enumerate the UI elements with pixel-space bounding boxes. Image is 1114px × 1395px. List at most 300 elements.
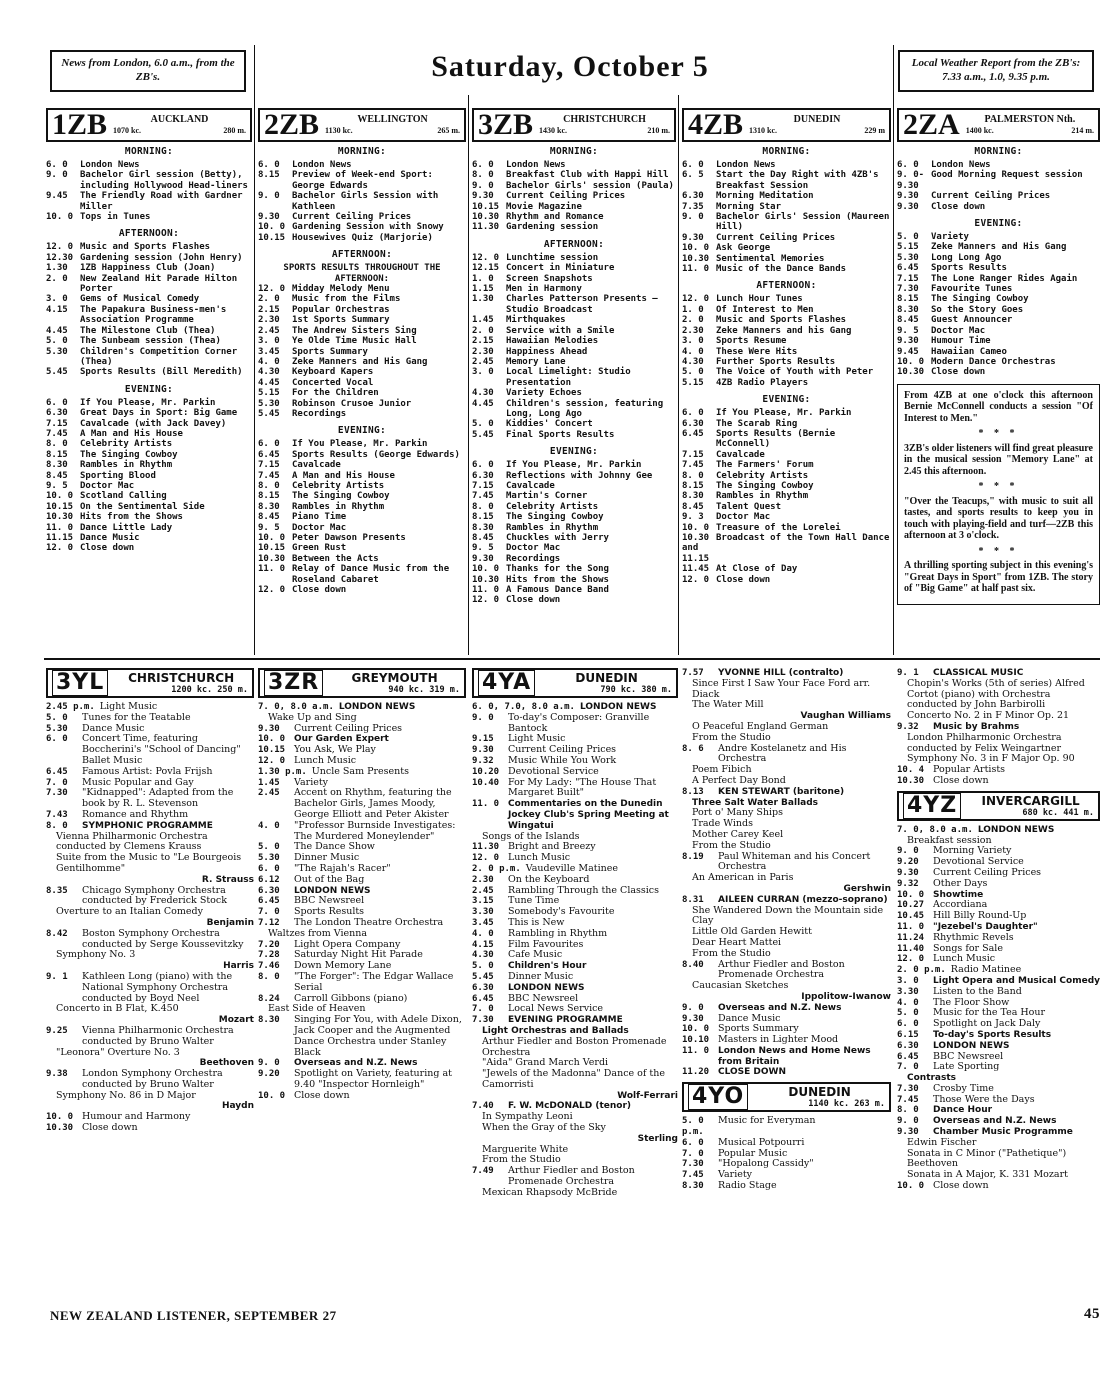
programme-title: The Friendly Road with Gardner Miller <box>80 191 243 212</box>
spacer <box>258 243 466 247</box>
programme-title: Sports Summary <box>718 1023 799 1035</box>
programme-time: 6. 0 <box>682 408 704 419</box>
programme-title: For the Children <box>292 388 379 399</box>
programme-time: 7.35 <box>682 201 704 212</box>
programme-detail: Concerto No. 2 in F Minor Op. 21 <box>907 710 1070 722</box>
programme-entry <box>897 868 1100 879</box>
station-call-sign: 3ZR <box>264 670 323 696</box>
programme-time: 7.40 <box>472 1101 494 1112</box>
programme-entry <box>897 357 1100 367</box>
programme-title: Rambling Through the Classics <box>508 884 660 896</box>
programme-entry <box>472 347 676 357</box>
programme-entry <box>46 821 254 832</box>
programme-time: 8.45 <box>46 470 68 481</box>
programme-entry <box>682 852 891 874</box>
programme-title: Children's Competition Corner (Thea) <box>80 346 238 367</box>
programme-entry <box>897 776 1100 787</box>
programme-title: Favourite Tunes <box>931 284 1013 295</box>
programme-title: Devotional Service <box>508 765 599 777</box>
programme-time: 7.30 <box>472 1015 494 1026</box>
programme-time: 10. 0 <box>682 1024 710 1035</box>
station-column-3zb <box>472 108 676 653</box>
composer-name: Beethoven <box>199 1058 254 1069</box>
programme-title: LONDON NEWS <box>579 702 657 712</box>
programme-title: Music for the Tea Hour <box>933 1007 1046 1019</box>
programme-time: 10.45 <box>897 911 925 922</box>
programme-time: 10.30 <box>897 775 925 786</box>
station-call-sign: 2ZA <box>903 108 960 141</box>
programme-entry <box>46 326 252 336</box>
programme-entry <box>46 263 252 273</box>
programme-title: Doctor Mac <box>80 480 135 491</box>
programme-time: 6. 0 <box>897 1019 919 1030</box>
programme-entry <box>258 460 466 470</box>
programme-entry <box>682 254 891 264</box>
programme-entry <box>46 191 252 212</box>
programme-time: 7. 0 <box>897 1062 919 1073</box>
programme-entry <box>472 419 676 429</box>
programme-title: Bachelor Girls' Session (Maureen Hill) <box>716 212 890 233</box>
programme-entry <box>897 890 1100 901</box>
programme-title: Light Opera Company <box>294 938 401 950</box>
programme-entry <box>46 767 254 778</box>
programme-entry <box>682 460 891 470</box>
separator-stars: * * * <box>978 481 1019 493</box>
programme-title: Close down <box>82 1122 138 1134</box>
programme-title: KEN STEWART (baritone) <box>718 786 845 797</box>
programme-time: 8.40 <box>682 959 704 970</box>
programme-title: Treasure of the Lorelei <box>716 522 841 533</box>
programme-title: Lunch Hour Tunes <box>716 294 803 305</box>
programme-time: 6.30 <box>897 1040 919 1051</box>
programme-detail: London Philharmonic Orchestra conducted by Felix Weingartner <box>907 731 1062 754</box>
programme-title: SYMPHONIC PROGRAMME <box>82 820 213 831</box>
programme-entry <box>258 212 466 222</box>
programme-entry <box>472 191 676 201</box>
station-column-cont-3 <box>682 668 891 1293</box>
station-header <box>258 668 466 698</box>
programme-title: Accent on Rhythm, featuring the Bachelor Girls, James Moody, George Elliott and Peter Akister <box>294 787 452 820</box>
programme-entry <box>258 554 466 564</box>
station-kc: 1130 kc. <box>325 126 353 135</box>
programme-time: 9. 0 <box>682 1002 704 1013</box>
programme-time: 5.45 <box>46 367 68 378</box>
programme-time: 4.15 <box>472 939 494 950</box>
programme-time: 10.20 <box>472 766 500 777</box>
programme-title: Andre Kostelanetz and His Orchestra <box>718 742 847 765</box>
programme-time: 10.30 <box>46 1123 74 1134</box>
programme-time: 9. 0 <box>258 1058 280 1069</box>
station-frequency <box>539 125 670 136</box>
programme-time: 4. 0 <box>897 997 919 1008</box>
programme-title: Rambles in Rhythm <box>506 522 599 533</box>
programme-title: Singing For You, with Adele Dixon, Jack Cooper and the Augmented Dance Orchestra under Stanley Black <box>294 1014 462 1058</box>
programme-entry <box>46 170 252 191</box>
programme-entry <box>682 347 891 357</box>
programme-entry <box>897 1116 1100 1127</box>
programme-time: 8. 0 <box>258 971 280 982</box>
programme-title: Vaudeville Matinee <box>525 862 618 874</box>
programme-time: 9. 0 <box>472 180 494 191</box>
programme-entry <box>472 575 676 585</box>
station-call-sign: 4YZ <box>903 793 961 819</box>
programme-time: 3. 0 <box>682 336 704 347</box>
session-heading: AFTERNOON: <box>543 238 605 250</box>
programme-time: 6.45 <box>897 263 919 274</box>
programme-title: Music Popular and Gay <box>82 776 194 788</box>
programme-time: 9.25 <box>46 1025 68 1036</box>
programme-title: Celebrity Artists <box>292 480 385 491</box>
programme-title: Listen to the Band <box>933 985 1022 997</box>
session-heading: MORNING: <box>762 146 811 157</box>
programme-time: 10. 0 <box>258 734 286 745</box>
programme-time: 11. 0 <box>472 799 500 810</box>
station-column-cont-4 <box>897 668 1100 1293</box>
separator-stars: * * * <box>978 428 1019 440</box>
programme-time: 7. 0 <box>472 1004 494 1015</box>
programme-title: London News <box>506 160 566 170</box>
programme-detail: "Aida" Grand March Verdi <box>482 1057 609 1069</box>
station-frequency: 940 kc. 319 m. <box>388 685 460 695</box>
programme-time: 9.15 <box>472 734 494 745</box>
programme-entry <box>682 523 891 533</box>
programme-time: 8.31 <box>682 894 704 905</box>
programme-time: 6. 0 <box>682 160 704 170</box>
programme-time: 7.15 <box>472 480 494 491</box>
programme-title: The Papakura Business-men's Association Programme <box>80 304 227 326</box>
programme-title: Hill Billy Round-Up <box>933 910 1027 922</box>
programme-detail: A Perfect Day Bond <box>692 774 786 786</box>
programme-entry <box>897 944 1100 955</box>
separator-stars: * * * <box>978 545 1019 557</box>
programme-title: Out of the Bag <box>294 873 365 885</box>
programme-time: 7.30 <box>897 1083 919 1094</box>
programme-title: Thanks for the Song <box>506 564 609 575</box>
programme-title: A Famous Dance Band <box>506 585 609 596</box>
programme-entry <box>682 564 891 574</box>
programme-time: 10.40 <box>472 777 500 788</box>
programme-detail: Sonata in A Major, K. 331 Mozart <box>907 1169 1068 1181</box>
session-heading: AFTERNOON: <box>331 249 393 261</box>
programme-entry <box>897 1030 1100 1041</box>
programme-entry <box>682 450 891 460</box>
programme-title: Cavalcade <box>292 460 341 471</box>
programme-time: 8.30 <box>682 1181 704 1192</box>
programme-entry <box>472 367 676 388</box>
programme-title: LONDON NEWS <box>338 702 416 712</box>
programme-time: 8. 0 <box>46 439 68 450</box>
station-column-3zr <box>258 668 466 1293</box>
programme-time: 2.45 <box>258 788 280 799</box>
programme-detail: From the Studio <box>692 731 771 743</box>
programme-entry <box>46 512 252 522</box>
programme-entry <box>472 460 676 470</box>
programme-time: 6.30 <box>258 885 280 896</box>
programme-entry <box>258 347 466 357</box>
station-header <box>682 108 891 142</box>
programme-entry <box>46 1123 254 1134</box>
programme-entry <box>682 305 891 315</box>
programme-time: 10. 0 <box>258 533 286 543</box>
programme-entry <box>46 734 254 766</box>
programme-title: Rambles in Rhythm <box>716 491 809 502</box>
programme-time: 2.15 <box>258 304 280 315</box>
programme-entry <box>472 263 676 273</box>
programme-entry <box>258 170 466 191</box>
programme-detail: Symphony No. 3 <box>56 949 136 961</box>
programme-entry <box>472 399 676 420</box>
programme-title: Overseas and N.Z. News <box>718 1002 842 1013</box>
programme-entry <box>682 170 891 191</box>
programme-entry <box>682 315 891 325</box>
programme-title: Doctor Mac <box>931 325 986 336</box>
programme-entry <box>46 502 252 512</box>
programme-title: "The Forger": The Edgar Wallace Serial <box>294 970 454 993</box>
station-metres: 280 m. <box>223 126 246 135</box>
station-header <box>472 108 676 142</box>
station-info <box>325 114 460 136</box>
programme-entry <box>682 481 891 491</box>
programme-entry <box>897 1095 1100 1106</box>
programme-entry <box>682 575 891 585</box>
programme-time: 9. 5 <box>258 522 280 533</box>
programme-entry <box>897 347 1100 357</box>
programme-detail: Sonata in C Minor ("Pathetique") Beethoven <box>907 1147 1067 1170</box>
programme-time: 7. 0, 8.0 a.m. <box>258 702 334 712</box>
programme-detail: Mother Carey Keel <box>692 828 784 840</box>
programme-detail: Symphony No. 86 in D Major <box>56 1089 196 1101</box>
programme-time: 8.24 <box>258 993 280 1004</box>
programme-entry <box>472 767 678 778</box>
programme-title: Local News Service <box>508 1003 604 1015</box>
programme-time: 9.30 <box>897 1127 919 1138</box>
programme-time: 9. 0-9.30 <box>897 170 925 191</box>
programme-title: Doctor Mac <box>506 543 561 554</box>
programme-entry <box>897 274 1100 284</box>
programme-title: Sports Results <box>931 263 1007 274</box>
programme-entry <box>258 1091 466 1102</box>
programme-title: Cafe Music <box>508 949 563 961</box>
programme-entry <box>258 481 466 491</box>
programme-title: Humour and Harmony <box>82 1111 191 1123</box>
station-column-4ya <box>472 668 678 1293</box>
programme-time: 6.45 <box>682 428 704 439</box>
programme-title: 4ZB Radio Players <box>716 377 809 388</box>
programme-time: 11.24 <box>897 932 925 943</box>
programme-title: Popular Orchestras <box>292 304 390 315</box>
programme-entry <box>682 512 891 522</box>
programme-title: On the Keyboard <box>508 873 590 885</box>
programme-title: Sports Summary <box>292 346 368 357</box>
programme-time: 7.45 <box>258 470 280 481</box>
programme-entry <box>472 799 678 831</box>
programme-title: The Sunbeam session (Thea) <box>80 336 221 347</box>
programme-entry <box>46 929 254 951</box>
station-metres: 265 m. <box>437 126 460 135</box>
programme-title: Current Ceiling Prices <box>508 744 617 756</box>
programme-title: To-day's Sports Results <box>933 1029 1052 1040</box>
station-column-1zb <box>46 108 252 653</box>
station-frequency <box>749 125 885 136</box>
programme-entry <box>897 1105 1100 1116</box>
programme-time: 2.30 <box>472 346 494 357</box>
programme-title: Start the Day Right with 4ZB's Breakfast Session <box>716 170 879 191</box>
programme-time: 12. 0 <box>46 543 74 554</box>
composer-name: Vaughan Williams <box>800 711 891 722</box>
programme-entry <box>897 191 1100 201</box>
programme-title: Bachelor Girl session (Betty), including Hollywood Head-liners <box>80 170 248 191</box>
station-header <box>46 668 254 698</box>
composer-name: Mozart <box>218 1015 254 1026</box>
programme-time: 3. 0 <box>258 336 280 347</box>
programme-title: Bright and Breezy <box>508 841 596 853</box>
programme-time: 8.45 <box>258 512 280 523</box>
programme-time: 5.45 <box>472 971 494 982</box>
programme-title: London News <box>931 160 991 170</box>
programme-entry <box>472 222 676 232</box>
programme-title: AILEEN CURRAN (mezzo-soprano) <box>718 894 888 905</box>
programme-detail: Arthur Fiedler and Boston Promenade Orchestra <box>482 1035 667 1058</box>
column-rule <box>468 95 469 655</box>
programme-entry <box>46 212 252 222</box>
programme-entry <box>258 724 466 735</box>
station-header <box>258 108 466 142</box>
programme-title: Boston Symphony Orchestra conducted by Serge Koussevitzky <box>82 927 244 950</box>
programme-time: 7.28 <box>258 950 280 961</box>
programme-entry <box>682 491 891 501</box>
programme-time: 12. 0 <box>472 252 500 263</box>
programme-detail: Suite from the Music to "Le Bourgeois Gentilhomme" <box>56 852 242 874</box>
programme-title: Rambles in Rhythm <box>292 501 385 512</box>
programme-time: 12. 0 <box>472 853 500 864</box>
programme-title: LONDON NEWS <box>933 1040 1010 1051</box>
programme-entry <box>897 294 1100 304</box>
programme-time: 6.30 <box>682 191 704 202</box>
programme-title: Men in Harmony <box>506 284 582 295</box>
station-header <box>682 1082 891 1112</box>
programme-title: Chamber Music Programme <box>933 1127 1073 1138</box>
programme-title: Dance Music <box>80 533 140 543</box>
programme-entry <box>46 533 252 543</box>
programme-time: 9.30 <box>897 201 919 212</box>
programme-title: The Andrew Sisters Sing <box>292 325 417 336</box>
programme-entry <box>897 160 1100 170</box>
programme-time: 6.15 <box>897 1029 919 1040</box>
programme-title: Rhythmic Revels <box>933 931 1014 943</box>
programme-entry <box>46 450 252 460</box>
programme-entry <box>897 1181 1100 1192</box>
programme-entry <box>258 543 466 553</box>
programme-detail: Contrasts <box>907 1073 957 1084</box>
highlights-box <box>897 384 1100 605</box>
programme-entry <box>258 263 466 284</box>
station-kc: 1070 kc. <box>113 126 142 135</box>
programme-detail: Port o' Many Ships <box>692 807 783 819</box>
programme-entry <box>472 481 676 491</box>
programme-detail: O Peaceful England German <box>692 720 829 732</box>
programme-entry <box>46 543 252 553</box>
programme-title: Zeke Manners and His Gang <box>931 242 1067 253</box>
programme-time: 4.45 <box>46 325 68 336</box>
programme-title: Zeke Manners and His Gang <box>292 356 428 367</box>
programme-time: 10. 0 <box>682 243 710 254</box>
programme-time: 10.15 <box>258 543 286 554</box>
programme-title: For My Lady: "The House That Margaret Built" <box>508 776 657 799</box>
programme-time: 9. 0 <box>897 1116 919 1127</box>
programme-title: Midday Melody Menu <box>292 284 390 295</box>
programme-time: 8. 6 <box>682 743 704 754</box>
programme-title: BBC Newsreel <box>933 1050 1004 1062</box>
programme-time: 9. 0 <box>46 170 68 181</box>
page-title: Saturday, October 5 <box>431 50 709 83</box>
programme-title: Breakfast Club with Happi Hill <box>506 170 669 181</box>
programme-entry <box>472 170 676 180</box>
programme-entry <box>897 1062 1100 1073</box>
programme-detail: From the Studio <box>482 1154 561 1166</box>
programme-title: Close down <box>294 1089 350 1101</box>
programme-title: If You Please, Mr. Parkin <box>80 397 216 408</box>
programme-entry <box>472 585 676 595</box>
programme-entry <box>897 336 1100 346</box>
programme-entry <box>258 1015 466 1058</box>
programme-entry <box>258 222 466 232</box>
programme-detail: Waltzes from Vienna <box>268 927 368 939</box>
programme-time: 8. 0 <box>258 480 280 491</box>
programme-title: A Man and His House <box>80 428 183 439</box>
programme-title: CLOSE DOWN <box>718 1067 787 1078</box>
composer-name: Ippolitow-Iwanow <box>801 991 891 1002</box>
programme-entry <box>46 460 252 470</box>
programme-title: Doctor Mac <box>292 522 347 533</box>
programme-entry <box>258 326 466 336</box>
programme-time: 9. 0 <box>258 191 280 202</box>
programme-entry <box>897 987 1100 998</box>
programme-title: Lunch Music <box>294 754 357 766</box>
programme-time: 8.15 <box>897 294 919 305</box>
programme-entry <box>472 512 676 522</box>
programme-entry <box>258 378 466 388</box>
station-header <box>897 108 1100 142</box>
programme-title: Lunchtime session <box>506 252 599 263</box>
programme-time: 7.15 <box>46 418 68 429</box>
programme-time: 7.45 <box>46 428 68 439</box>
programme-time: 10. 0 <box>46 1112 74 1123</box>
programme-time: 8.13 <box>682 786 704 797</box>
programme-entry <box>682 1035 891 1046</box>
section-rule <box>44 658 1100 660</box>
programme-entry <box>258 767 466 778</box>
station-info <box>329 671 460 695</box>
programme-entry <box>897 284 1100 294</box>
programme-title: "Professor Burnside Investigates: The Murdered Moneylender" <box>294 819 456 842</box>
composer-name: Gershwin <box>843 883 891 894</box>
programme-entry <box>682 264 891 274</box>
programme-time: 8.30 <box>472 522 494 533</box>
programme-title: Children's session, featuring Long, Long Ago <box>506 398 664 419</box>
programme-title: London News <box>716 160 776 170</box>
programme-title: Charles Patterson Presents —Studio Broadcast <box>506 294 658 315</box>
programme-time: 12. 0 <box>682 294 710 305</box>
programme-time: 8.19 <box>682 851 704 862</box>
programme-title: Music While You Work <box>508 754 617 766</box>
programme-title: London News and Home News from Britain <box>718 1045 871 1067</box>
programme-entry <box>682 1067 891 1078</box>
programme-time: 5. 0 <box>682 367 704 378</box>
programme-time: 3. 0 <box>472 367 494 378</box>
programme-time: 2. 0 <box>46 273 68 284</box>
programme-title: Recordings <box>506 553 561 564</box>
programme-time: 5.15 <box>682 377 704 388</box>
